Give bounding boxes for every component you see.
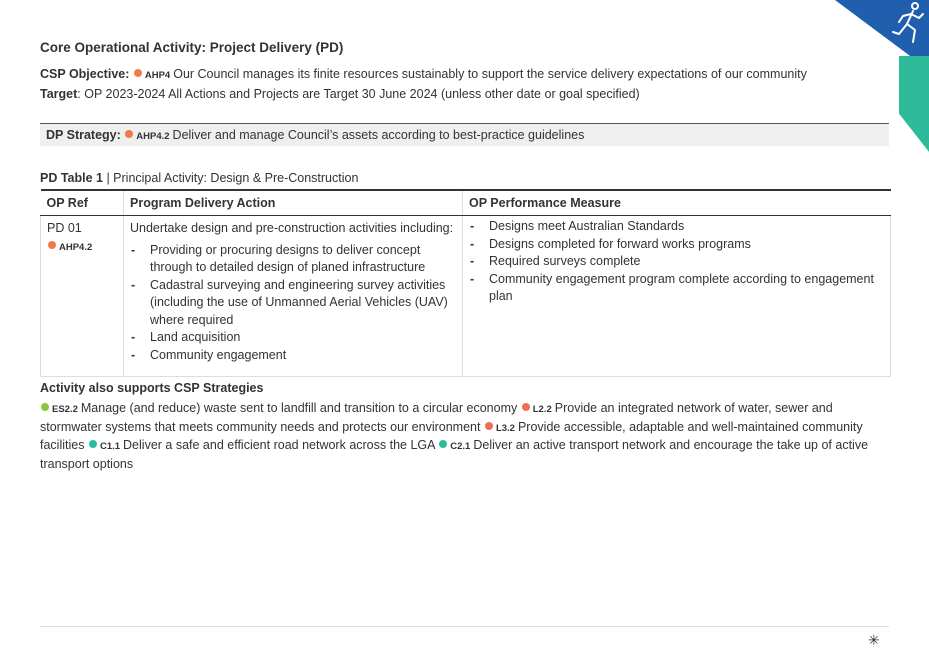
also-supports-strategies bbox=[40, 400, 890, 473]
csp-objective bbox=[40, 67, 807, 81]
measure-list bbox=[469, 218, 884, 306]
teal-dot-icon bbox=[439, 440, 447, 448]
header-op-ref: OP Ref bbox=[41, 190, 124, 216]
strategy-text: Provide an integrated network of water, sewer and stormwater systems that meets community needs and protects our environment bbox=[40, 401, 833, 434]
also-supports-heading: Activity also supports CSP Strategies bbox=[40, 381, 264, 395]
list-item: - Providing or procuring designs to deliver concept through to detailed design of planed infrastructure bbox=[130, 242, 456, 277]
strategy-code: C2.1 bbox=[450, 441, 471, 452]
strategy-text: Manage (and reduce) waste sent to landfill and transition to a circular economy bbox=[80, 401, 518, 415]
cell-op-ref bbox=[41, 216, 124, 377]
teal-dot-icon bbox=[89, 440, 97, 448]
orange-dot-icon bbox=[48, 241, 56, 249]
csp-text: Our Council manages its finite resources sustainably to support the service delivery expectations of our community bbox=[173, 67, 807, 81]
strategy-text: Provide accessible, adaptable and well-maintained community facilities bbox=[40, 419, 863, 452]
orange-dot-icon bbox=[125, 130, 133, 138]
header-program-delivery-action: Program Delivery Action bbox=[124, 190, 463, 216]
strategy-text: Deliver an active transport network and encourage the take up of active transport options bbox=[40, 438, 869, 471]
red-dot-icon bbox=[485, 422, 493, 430]
dp-strategy-label: DP Strategy: bbox=[46, 128, 121, 142]
target-label: Target bbox=[40, 87, 78, 101]
footer-divider bbox=[40, 626, 889, 627]
table-row bbox=[41, 216, 891, 377]
red-dot-icon bbox=[522, 403, 530, 411]
list-item: - Community engagement program complete according to engagement plan bbox=[469, 271, 884, 306]
target-text: : OP 2023-2024 All Actions and Projects are Target 30 June 2024 (unless other date or goal specified) bbox=[77, 87, 640, 101]
pd-table bbox=[40, 189, 891, 377]
csp-code: AHP4 bbox=[144, 70, 171, 81]
dp-strategy-bar bbox=[40, 123, 889, 146]
table-caption bbox=[40, 171, 358, 185]
target-line bbox=[40, 87, 640, 101]
strategy-code: ES2.2 bbox=[52, 404, 78, 415]
corner-decoration-green bbox=[899, 56, 929, 152]
cell-program-delivery-action bbox=[124, 216, 463, 377]
asterisk-icon: ✳ bbox=[868, 632, 880, 648]
list-item: - Land acquisition bbox=[130, 329, 456, 347]
dp-strategy-code: AHP4.2 bbox=[136, 131, 170, 142]
strategy-code: C1.1 bbox=[99, 441, 121, 452]
orange-dot-icon bbox=[134, 69, 142, 77]
list-item: - Designs completed for forward works programs bbox=[469, 236, 884, 254]
list-item: - Required surveys complete bbox=[469, 253, 884, 271]
header-op-performance-measure: OP Performance Measure bbox=[463, 190, 891, 216]
cell-op-performance-measure bbox=[463, 216, 891, 377]
running-person-icon bbox=[889, 0, 925, 50]
strategy-text: Deliver a safe and efficient road network across the LGA bbox=[123, 438, 435, 452]
table-caption-rest: | Principal Activity: Design & Pre-Construction bbox=[102, 171, 359, 185]
op-ref-value: PD 01 bbox=[47, 221, 82, 235]
strategy-code: L2.2 bbox=[532, 404, 552, 415]
list-item: - Community engagement bbox=[130, 347, 456, 365]
list-item: - Cadastral surveying and engineering survey activities (including the use of Unmanned Aerial Vehicles (UAV) where required bbox=[130, 277, 456, 330]
action-list bbox=[130, 242, 456, 365]
page-title: Core Operational Activity: Project Delivery (PD) bbox=[40, 40, 344, 55]
table-caption-title: PD Table 1 bbox=[40, 171, 103, 185]
action-intro: Undertake design and pre-construction activities including: bbox=[130, 221, 454, 235]
op-ref-code: AHP4.2 bbox=[59, 241, 93, 253]
csp-objective-label: CSP Objective: bbox=[40, 67, 130, 81]
green-dot-icon bbox=[41, 403, 49, 411]
strategy-code: L3.2 bbox=[495, 422, 515, 434]
dp-strategy-text: Deliver and manage Council’s assets according to best-practice guidelines bbox=[172, 128, 585, 142]
list-item: - Designs meet Australian Standards bbox=[469, 218, 884, 236]
table-header-row bbox=[41, 190, 891, 216]
